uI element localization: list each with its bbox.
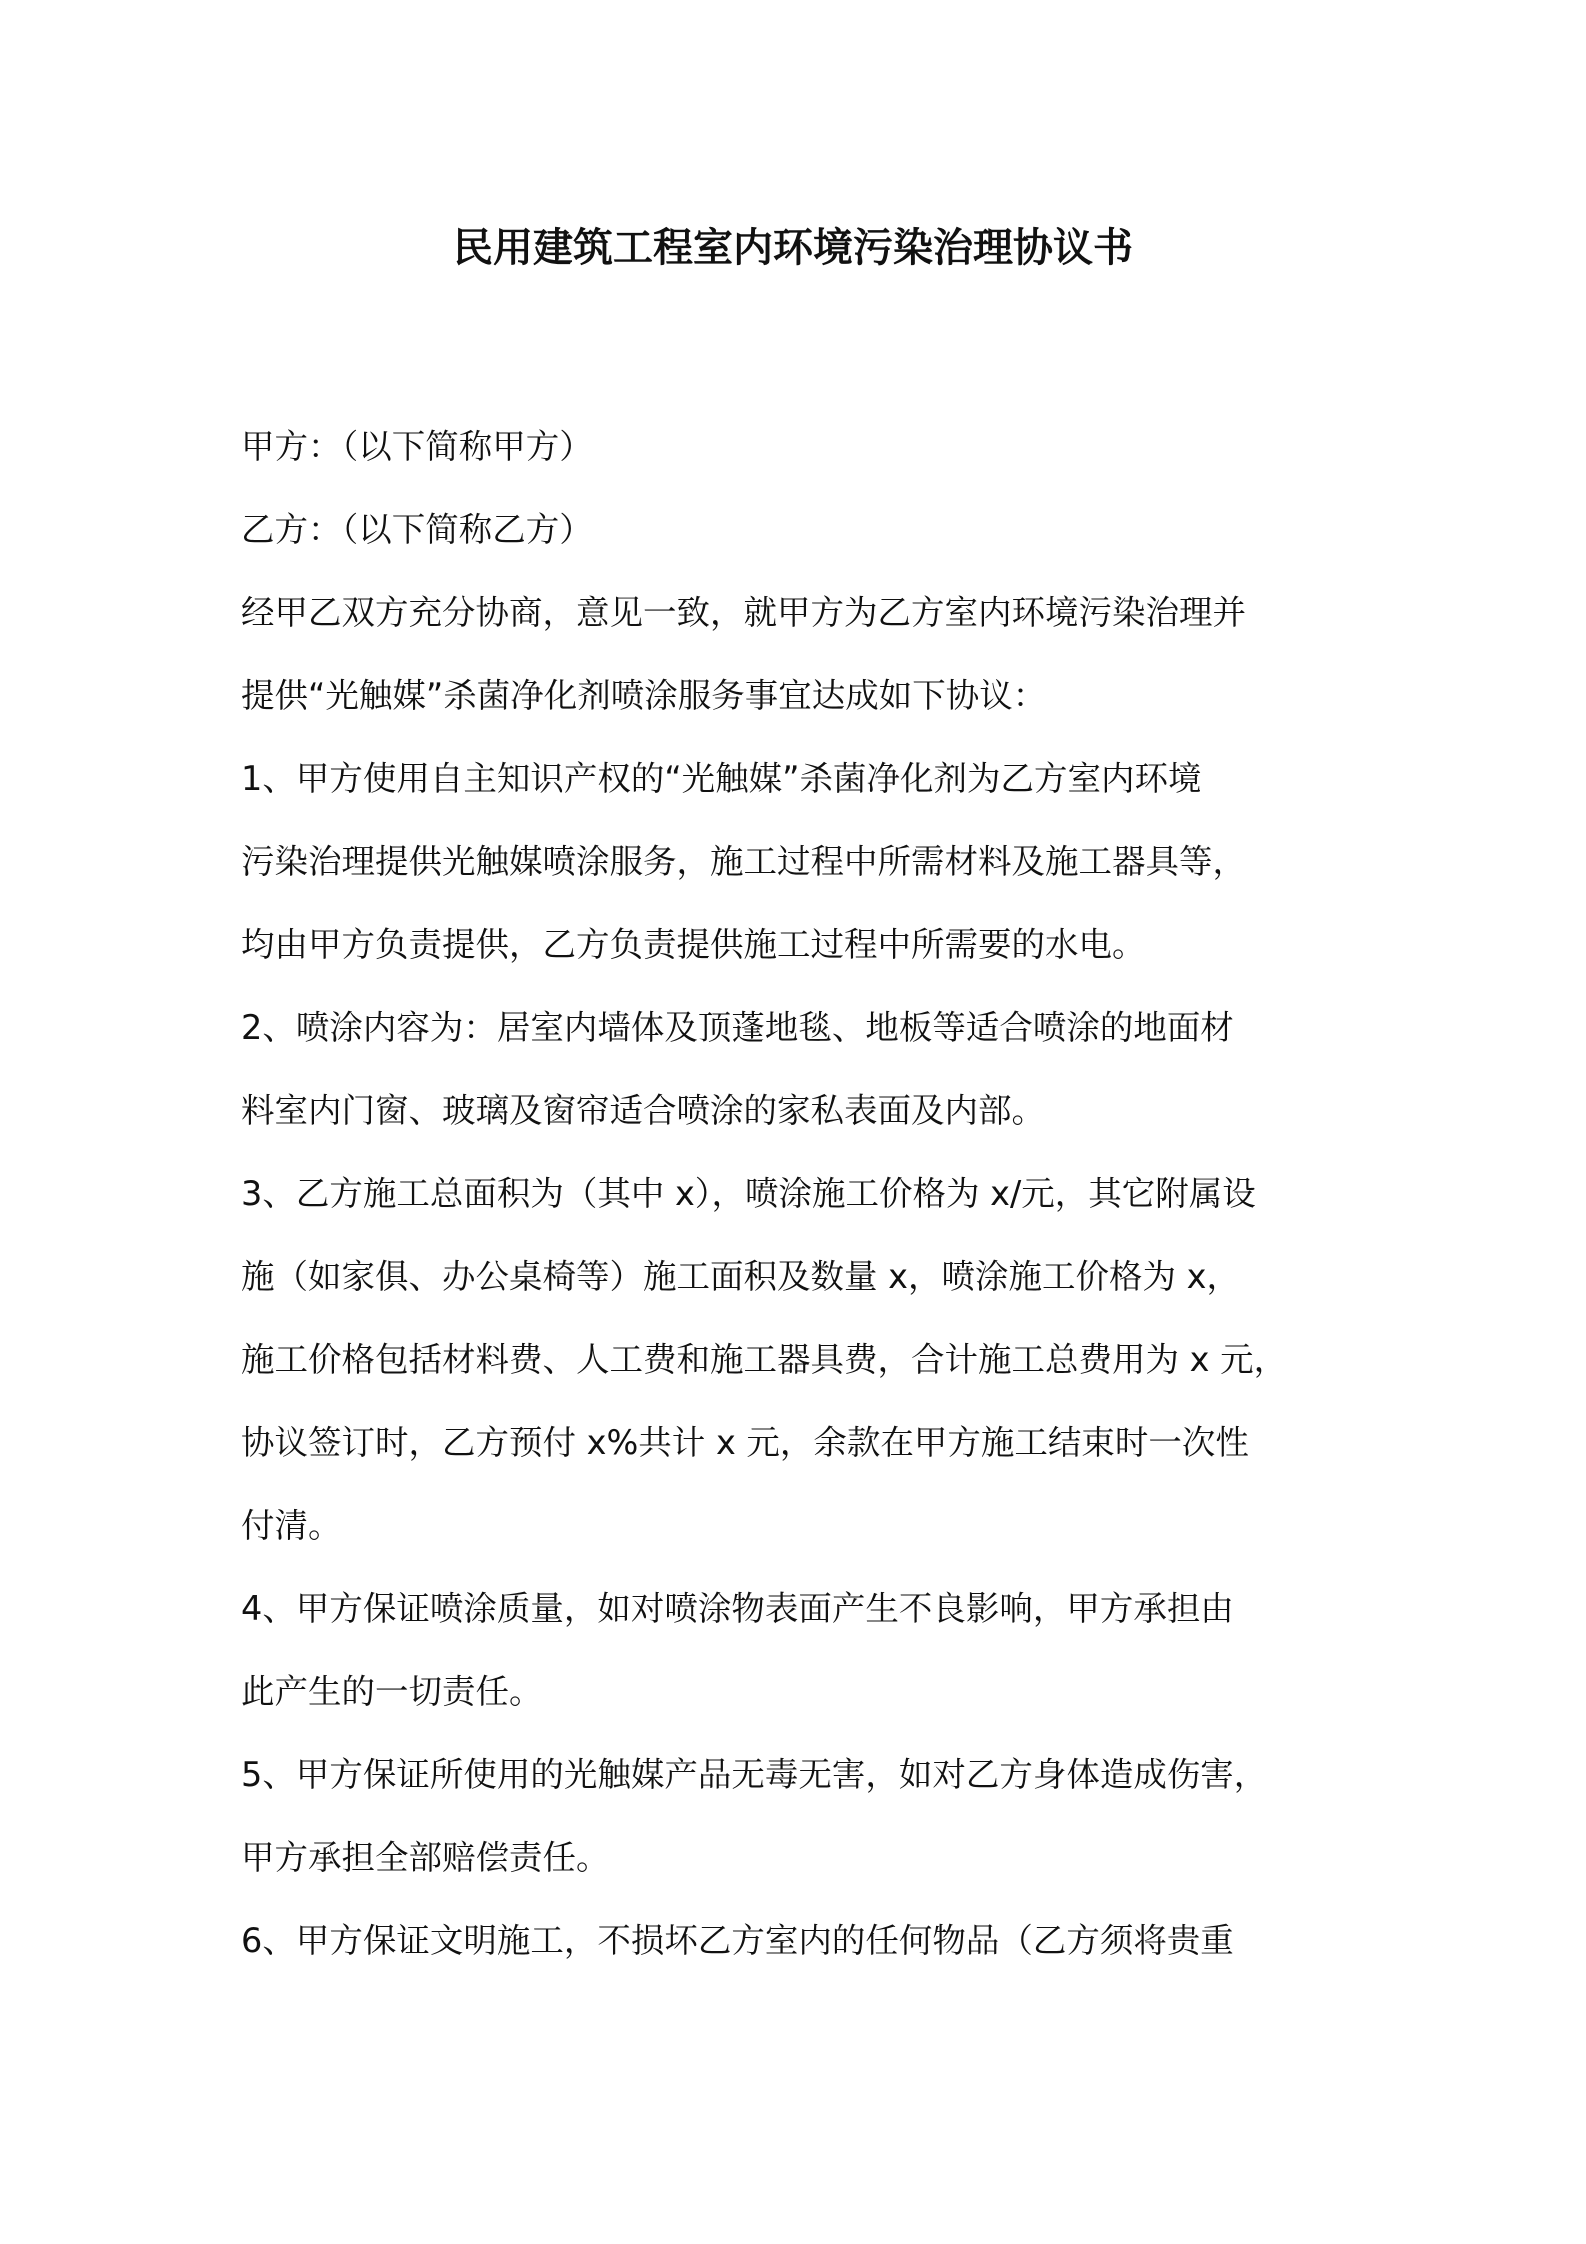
document-title: 民用建筑工程室内环境污染治理协议书: [453, 225, 1133, 271]
clause-5-line: 甲方承担全部赔偿责任。: [241, 1838, 610, 1877]
preamble-line: 提供“光触媒”杀菌净化剂喷涂服务事宜达成如下协议：: [241, 676, 1047, 715]
party-b-line: 乙方：（以下简称乙方）: [241, 510, 593, 549]
preamble-line: 经甲乙双方充分协商，意见一致，就甲方为乙方室内环境污染治理并: [241, 593, 1246, 632]
clause-1-line: 均由甲方负责提供，乙方负责提供施工过程中所需要的水电。: [241, 925, 1146, 964]
clause-3-line: 施工价格包括材料费、人工费和施工器具费，合计施工总费用为 x 元，: [241, 1340, 1288, 1379]
clause-3-line: 施（如家俱、办公桌椅等）施工面积及数量 x，喷涂施工价格为 x，: [241, 1257, 1240, 1296]
party-a-line: 甲方：（以下简称甲方）: [241, 427, 593, 466]
clause-3-line: 3、乙方施工总面积为（其中 x），喷涂施工价格为 x/元，其它附属设: [241, 1174, 1256, 1213]
clause-2-line: 料室内门窗、玻璃及窗帘适合喷涂的家私表面及内部。: [241, 1091, 1045, 1130]
clause-6-line: 6、甲方保证文明施工，不损坏乙方室内的任何物品（乙方须将贵重: [241, 1921, 1234, 1960]
clause-3-line: 付清。: [241, 1506, 342, 1545]
clause-1-line: 1、甲方使用自主知识产权的“光触媒”杀菌净化剂为乙方室内环境: [241, 759, 1202, 798]
clause-4-line: 此产生的一切责任。: [241, 1672, 543, 1711]
clause-5-line: 5、甲方保证所使用的光触媒产品无毒无害，如对乙方身体造成伤害，: [241, 1755, 1268, 1794]
document-body: [241, 405, 1361, 1982]
clause-3-line: 协议签订时，乙方预付 x%共计 x 元，余款在甲方施工结束时一次性: [241, 1423, 1249, 1462]
clause-1-line: 污染治理提供光触媒喷涂服务，施工过程中所需材料及施工器具等，: [241, 842, 1246, 881]
clause-2-line: 2、喷涂内容为：居室内墙体及顶蓬地毯、地板等适合喷涂的地面材: [241, 1008, 1234, 1047]
clause-4-line: 4、甲方保证喷涂质量，如对喷涂物表面产生不良影响，甲方承担由: [241, 1589, 1234, 1628]
